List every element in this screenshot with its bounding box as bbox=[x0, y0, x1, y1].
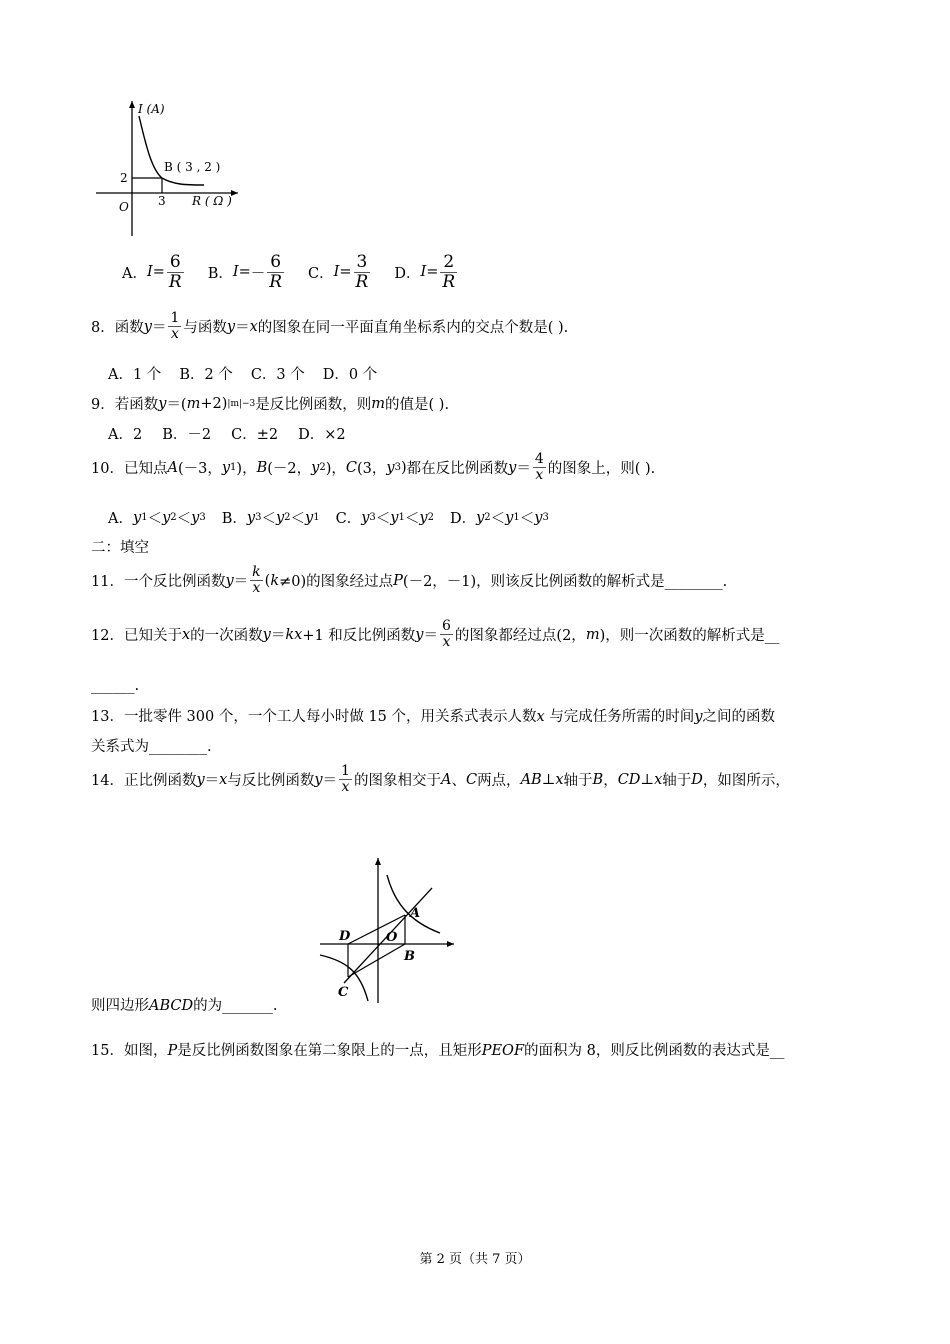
hyperbola-branch-first-quadrant bbox=[387, 875, 440, 933]
q8-option-d[interactable]: D．0 个 bbox=[322, 367, 378, 383]
question-14: 14． 正比例函数 y ＝ x 与反比例函数 y ＝ $\frac{1}{x}$ 的图象相交于 A 、 C 两点， AB ⊥ x 轴于 B ， CD ⊥ x 轴于 D ，如图所示， bbox=[91, 763, 790, 796]
q13-answer-line[interactable]: 关系式为________. bbox=[91, 739, 212, 755]
hyperbola-parallelogram-figure bbox=[316, 855, 458, 1007]
q7-option-c[interactable]: C． I = $\frac{3}{R}$ bbox=[308, 252, 369, 292]
q9-option-c[interactable]: C．±2 bbox=[231, 427, 279, 443]
page-footer: 第 2 页（共 7 页） bbox=[419, 1252, 531, 1267]
point-b-label: B ( 3 , 2 ) bbox=[164, 160, 221, 174]
y-axis-label: I (A) bbox=[138, 102, 165, 116]
q9-option-d[interactable]: D．×2 bbox=[298, 427, 346, 443]
q7-option-a[interactable]: A． I = $\frac{6}{R}$ bbox=[122, 252, 182, 292]
q10-option-a[interactable]: A． y 1 ＜ y 2 ＜ y 3 bbox=[108, 509, 206, 527]
question-12: 12． 已知关于 x 的一次函数 y ＝ kx +1 和反比例函数 y ＝ $\frac{6}{x}$ 的图象都经过点(2， m )，则一次函数的解析式是__ bbox=[91, 618, 780, 651]
q8-option-b[interactable]: B．2 个 bbox=[179, 367, 233, 383]
q10-option-b[interactable]: B． y 3 ＜ y 2 ＜ y 1 bbox=[221, 509, 320, 527]
q8-option-c[interactable]: C．3 个 bbox=[250, 367, 305, 383]
y-axis-arrow bbox=[375, 858, 381, 865]
resistance-current-graph bbox=[92, 98, 242, 240]
tick-y-label: 2 bbox=[120, 171, 128, 185]
q9-options bbox=[108, 423, 368, 444]
y-axis-arrow bbox=[129, 101, 135, 108]
question-11: 11． 一个反比例函数 y ＝ $\frac{k}{x}$ ( k ≠0)的图象经过点 P (－2，－1)，则该反比例函数的解析式是________. bbox=[91, 564, 728, 597]
fraction: $\frac{4}{x}$ bbox=[534, 451, 544, 484]
question-13: 13．一批零件 300 个，一个工人每小时做 15 个，用关系式表示人数x 与完成任务所需的时间y之间的函数 bbox=[91, 709, 776, 725]
q7-option-b[interactable]: B． I = － $\frac{6}{R}$ bbox=[207, 252, 283, 292]
q10-option-c[interactable]: C． y 3 ＜ y 1 ＜ y 2 bbox=[335, 509, 434, 527]
q8-options bbox=[108, 363, 399, 384]
origin-label: O bbox=[119, 200, 129, 214]
hyperbola-curve bbox=[139, 116, 204, 185]
q8-option-a[interactable]: A．1 个 bbox=[108, 367, 162, 383]
x-axis-arrow bbox=[231, 190, 238, 196]
fraction: $\frac{6}{R}$ bbox=[168, 252, 182, 292]
section-heading-fill-in: 二：填空 bbox=[91, 540, 149, 556]
fraction: $\frac{6}{R}$ bbox=[269, 252, 283, 292]
fraction: $\frac{1}{x}$ bbox=[170, 310, 180, 343]
label-a: A bbox=[410, 906, 421, 921]
q7-option-d[interactable]: D． I = $\frac{2}{R}$ bbox=[394, 252, 456, 292]
question-10: 10． 已知点 A (－3， y 1 )， B (－2， y 2 )， C (3， y 3 ) 都在反比例函数 y ＝ $\frac{4}{x}$ 的图象上，则( ). bbox=[91, 451, 656, 484]
segment-cb bbox=[348, 944, 405, 977]
q10-options bbox=[108, 507, 571, 528]
x-axis-arrow bbox=[447, 941, 454, 947]
fraction: $\frac{k}{x}$ bbox=[252, 564, 261, 597]
label-o: O bbox=[386, 930, 398, 945]
question-9: 9． 若函数 y ＝( m +2) |m|−3 是反比例函数，则 m 的值是( ). bbox=[91, 395, 450, 413]
q9-option-a[interactable]: A．2 bbox=[108, 427, 143, 443]
fraction: $\frac{3}{R}$ bbox=[355, 252, 369, 292]
label-c: C bbox=[338, 985, 349, 1000]
q10-option-d[interactable]: D． y 2 ＜ y 1 ＜ y 3 bbox=[449, 509, 549, 527]
q12-answer-line[interactable]: ______. bbox=[91, 678, 140, 694]
q7-options bbox=[122, 253, 481, 291]
question-8: 8． 函数 y ＝ $\frac{1}{x}$ 与函数 y ＝ x 的图象在同一平面直角坐标系内的交点个数是( ). bbox=[91, 310, 569, 343]
fraction: $\frac{6}{x}$ bbox=[442, 618, 451, 651]
label-b: B bbox=[404, 949, 415, 964]
q14-answer-line[interactable]: 则四边形ABCD的为_______. bbox=[91, 998, 278, 1014]
fraction: $\frac{1}{x}$ bbox=[341, 763, 350, 796]
q9-option-b[interactable]: B．－2 bbox=[162, 427, 212, 443]
fraction: $\frac{2}{R}$ bbox=[442, 252, 456, 292]
tick-x-label: 3 bbox=[158, 194, 166, 208]
x-axis-label: R ( Ω ) bbox=[192, 194, 232, 208]
question-15: 15．如图，P是反比例函数图象在第二象限上的一点，且矩形PEOF的面积为 8，则反比例函数的表达式是__ bbox=[91, 1043, 785, 1059]
label-d: D bbox=[339, 929, 351, 944]
